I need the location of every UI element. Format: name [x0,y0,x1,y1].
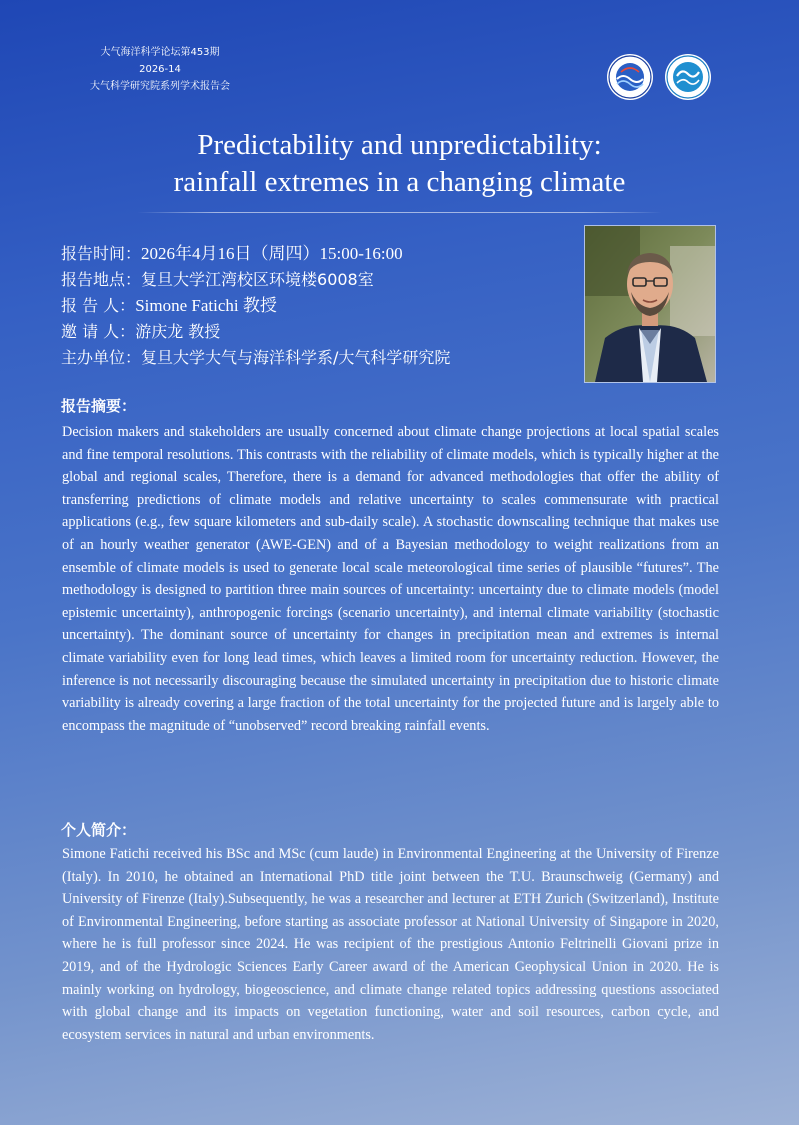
lecture-title [0,127,799,201]
title-line-1: Predictability and unpredictability: [197,129,602,161]
bio-heading: 个人简介： [61,821,137,839]
atmospheric-institute-logo [665,54,711,100]
speaker-value: Simone Fatichi 教授 [135,296,277,315]
speaker-photo [584,225,716,383]
forum-series-info [80,44,240,95]
info-row-venue [61,267,450,293]
venue-label: 报告地点： [61,270,142,289]
organizer-label: 主办单位： [61,348,142,367]
lecture-series-name: 大气科学研究院系列学术报告会 [90,81,230,92]
venue-value: 复旦大学江湾校区环境楼6008室 [141,270,374,289]
title-line-2: rainfall extremes in a changing climate [173,166,626,198]
info-row-organizer [61,345,450,371]
speaker-label: 报 告 人： [61,296,136,315]
info-row-speaker [61,293,450,319]
lecture-info [61,241,450,371]
speaker-portrait-image [585,226,715,382]
host-label: 邀 请 人： [61,322,136,341]
forum-series-title: 大气海洋科学论坛第453期 [100,47,220,58]
time-label: 报告时间： [61,244,142,263]
bio-text: Simone Fatichi received his BSc and MSc (cum laude) in Environmental Engineering at the University of Firenze (Italy). In 2010, he obtained an International PhD title joint between the T.U. Braunschweig (Germany) and University of Firenze (Italy).Subsequently, he was a researcher and lecturer at ETH Zurich (Switzerland), Institute of Environmental Engineering, before starting as associate professor at National University of Singapore in 2020, where he is full professor since 2024. He was recipient of the prestigious Antonio Feltrinelli Giovani prize in 2019, and of the Hydrologic Sciences Early Career award of the American Geophysical Union in 2020. He is mainly working on hydrology, biogeoscience, and climate change related topics addressing questions associated with global change and its impacts on vegetation functioning, water and soil resources, carbon cycle, and ecosystem services in natural and urban environments. [62,846,719,1043]
organizer-value: 复旦大学大气与海洋科学系/大气科学研究院 [141,348,451,367]
institution-logos [605,52,713,102]
time-value: 2026年4月16日（周四）15:00-16:00 [141,244,403,263]
abstract-text: Decision makers and stakeholders are usually concerned about climate change projections at local spatial scales and fine temporal resolutions. This contrasts with the reliability of climate models, which is typically higher at the global and regional scales, Therefore, there is a demand for advanced methodologies that offer the ability of transferring predictions of climate models and relative uncertainty to scales commensurate with practical applications (e.g., few square kilometers and sub-daily scale). A stochastic downscaling technique that makes use of an hourly weather generator (AWE-GEN) and of a Bayesian methodology to weight realizations from an ensemble of climate models is used to generate local scale meteorological time series of plausible “futures”. The methodology is designed to partition three main sources of uncertainty: uncertainty due to climate models (model epistemic uncertainty), anthropogenic forcings (scenario uncertainty), and internal climate variability (stochastic uncertainty). The dominant source of uncertainty for changes in precipitation mean and extremes is internal climate variability even for long lead times, which leaves a limited room for uncertainty reduction. However, the inference is not necessarily discouraging because the simulated uncertainty in precipitation due to historic climate variability is already covering a large fraction of the total uncertainty for the projected future and is largely able to encompass the magnitude of “unobserved” record breaking rainfall events. [62,424,719,734]
info-row-host [61,319,450,345]
fudan-atmos-ocean-logo [607,54,653,100]
abstract-heading: 报告摘要： [61,397,137,415]
info-row-time [61,241,450,267]
title-divider [137,212,662,213]
host-value: 游庆龙 教授 [135,322,221,341]
forum-issue-number: 2026-14 [139,64,181,75]
